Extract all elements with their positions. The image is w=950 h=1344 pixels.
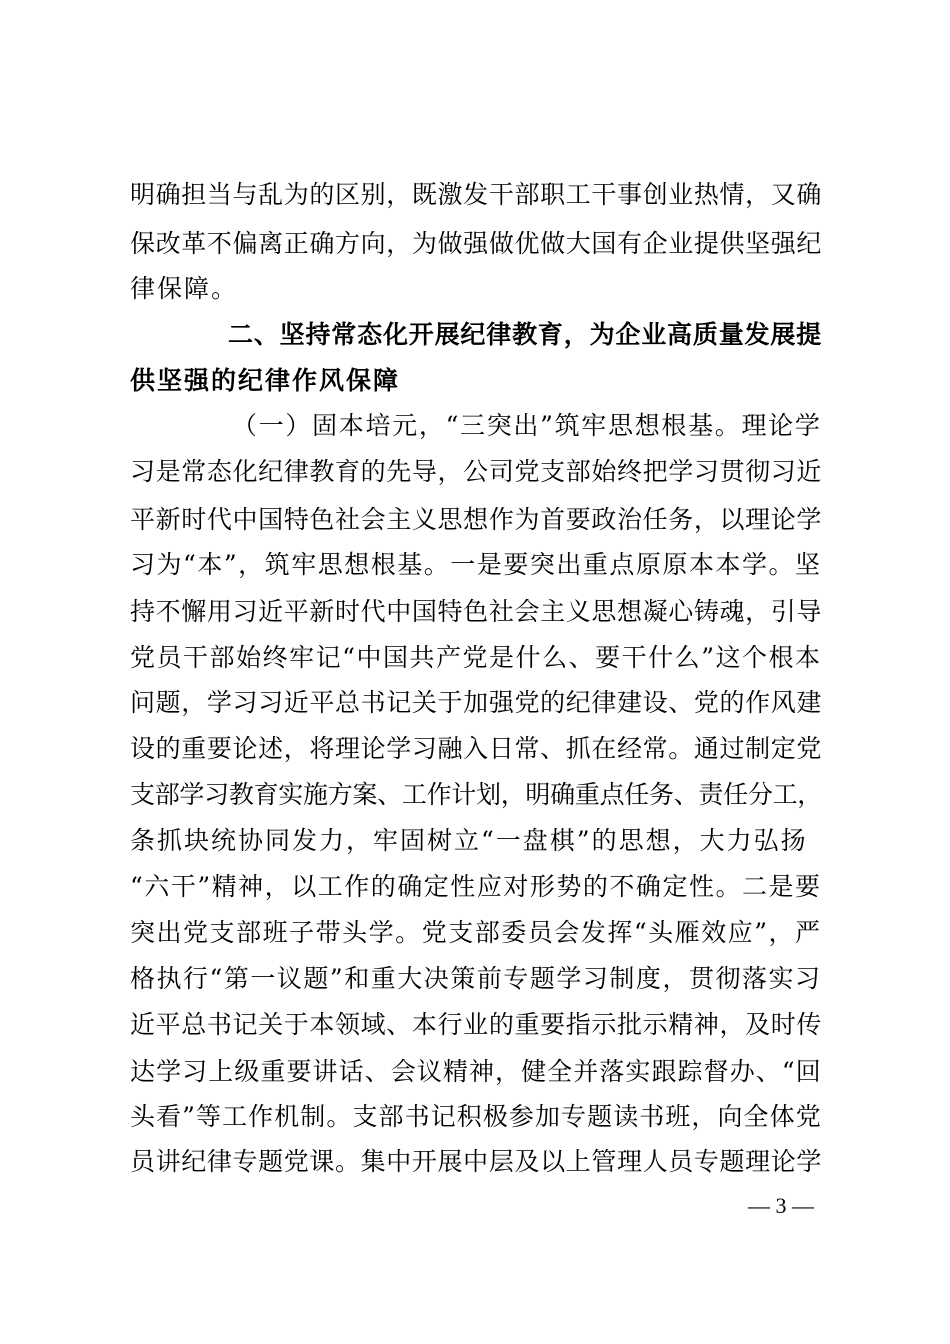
page-number: — 3 —: [748, 1193, 814, 1218]
body-text-line: 头看”等工作机制。支部书记积极参加专题读书班，向全体党: [130, 1102, 822, 1131]
body-text-line: 平新时代中国特色社会主义思想作为首要政治任务，以理论学: [130, 505, 823, 534]
body-text-line: 设的重要论述，将理论学习融入日常、抓在经常。通过制定党: [130, 734, 823, 763]
section-heading: 供坚强的纪律作风保障: [130, 366, 401, 395]
body-text-line: “六干”精神，以工作的确定性应对形势的不确定性。二是要: [130, 872, 822, 901]
body-text-line: 习是常态化纪律教育的先导，公司党支部始终把学习贯彻习近: [130, 457, 823, 486]
subsection-heading: （一）固本培元，“三突出”筑牢思想根基。理论学: [232, 411, 822, 440]
body-text-line: 达学习上级重要讲话、会议精神，健全并落实跟踪督办、“回: [130, 1057, 822, 1086]
section-heading: 二、坚持常态化开展纪律教育，为企业高质量发展提: [228, 320, 823, 349]
body-text-line: 突出党支部班子带头学。党支部委员会发挥“头雁效应”，严: [130, 918, 822, 947]
body-text-line: 习为“本”，筑牢思想根基。一是要突出重点原原本本学。坚: [130, 550, 822, 579]
body-text-line: 持不懈用习近平新时代中国特色社会主义思想凝心铸魂，引导: [130, 597, 823, 626]
body-text-line: 支部学习教育实施方案、工作计划，明确重点任务、责任分工，: [130, 780, 823, 809]
body-text-line: 律保障。: [130, 274, 239, 303]
body-text-line: 保改革不偏离正确方向，为做强做优做大国有企业提供坚强纪: [130, 229, 823, 258]
body-text-line: 近平总书记关于本领域、本行业的重要指示批示精神，及时传: [130, 1010, 823, 1039]
body-text-line: 党员干部始终牢记“中国共产党是什么、要干什么”这个根本: [130, 643, 822, 672]
body-text-line: 问题，学习习近平总书记关于加强党的纪律建设、党的作风建: [130, 688, 823, 717]
body-text-line: 条抓块统协同发力，牢固树立“一盘棋”的思想，大力弘扬: [130, 826, 808, 855]
body-text-line: 格执行“第一议题”和重大决策前专题学习制度，贯彻落实习: [130, 964, 822, 993]
body-text-line: 明确担当与乱为的区别，既激发干部职工干事创业热情，又确: [130, 180, 823, 209]
body-text-line: 员讲纪律专题党课。集中开展中层及以上管理人员专题理论学: [130, 1147, 823, 1176]
